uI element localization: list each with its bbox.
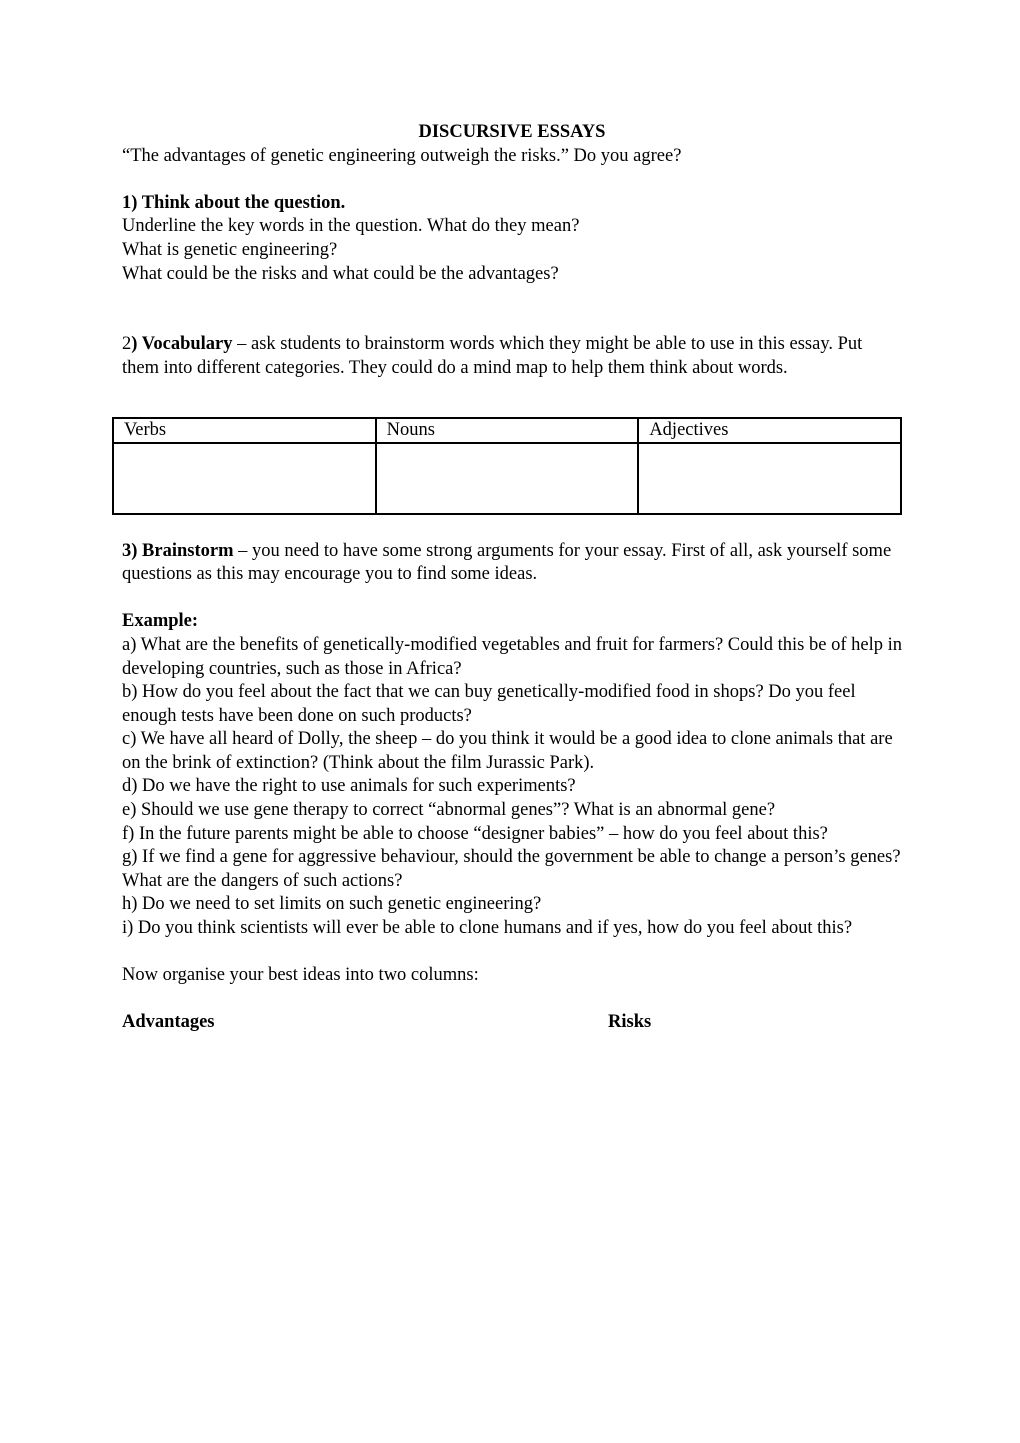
example-item: a) What are the benefits of genetically-modified vegetables and fruit for farmers? Could this be of help in developing countries, such as those in Africa? bbox=[122, 634, 902, 679]
vocab-header-verbs: Verbs bbox=[113, 418, 376, 443]
section3-paragraph bbox=[122, 540, 902, 587]
section2-heading: ) Vocabulary bbox=[131, 334, 233, 355]
vocab-header-nouns: Nouns bbox=[376, 418, 639, 443]
example-item: i) Do you think scientists will ever be able to clone humans and if yes, how do you feel about this? bbox=[122, 918, 853, 939]
advantages-heading: Advantages bbox=[122, 1012, 215, 1033]
section1-heading: 1) Think about the question. bbox=[122, 192, 346, 213]
section1-line: What is genetic engineering? bbox=[122, 239, 338, 260]
risks-heading: Risks bbox=[608, 1012, 652, 1033]
organise-instruction: Now organise your best ideas into two columns: bbox=[122, 965, 479, 986]
example-item: b) How do you feel about the fact that we can buy genetically-modified food in shops? Do you feel enough tests have been done on such products? bbox=[122, 682, 856, 726]
section2-number: 2 bbox=[122, 334, 132, 355]
example-item: e) Should we use gene therapy to correct “abnormal genes”? What is an abnormal gene? bbox=[122, 800, 776, 821]
document-title: DISCURSIVE ESSAYS bbox=[418, 122, 606, 142]
worksheet bbox=[122, 121, 902, 1035]
example-item: f) In the future parents might be able to choose “designer babies” – how do you feel about this? bbox=[122, 823, 828, 844]
section2-paragraph bbox=[122, 333, 902, 380]
example-item: d) Do we have the right to use animals for such experiments? bbox=[122, 776, 576, 797]
vocab-cell-verbs bbox=[113, 443, 376, 514]
section1-line: What could be the risks and what could be the advantages? bbox=[122, 263, 559, 284]
vocab-header-adjectives: Adjectives bbox=[638, 418, 901, 443]
example-heading: Example: bbox=[122, 611, 199, 632]
essay-question: “The advantages of genetic engineering outweigh the risks.” Do you agree? bbox=[122, 145, 682, 166]
section2-text: – ask students to brainstorm words which they might be able to use in this essay. Put them into different categories. They could do a mind map to help them think about words. bbox=[122, 334, 863, 378]
vocab-cell-nouns bbox=[376, 443, 639, 514]
section1-line: Underline the key words in the question. What do they mean? bbox=[122, 216, 580, 237]
vocabulary-table bbox=[112, 417, 902, 515]
vocab-cell-adjectives bbox=[638, 443, 901, 514]
section3-heading: 3) Brainstorm bbox=[122, 540, 234, 561]
example-item: g) If we find a gene for aggressive behaviour, should the government be able to change a person’s genes? What are the dangers of such actions? bbox=[122, 847, 901, 891]
section3-text: – you need to have some strong arguments for your essay. First of all, ask yourself some questions as this may encourage you to find some ideas. bbox=[122, 540, 892, 585]
example-item: c) We have all heard of Dolly, the sheep – do you think it would be a good idea to clone animals that are on the brink of extinction? (Think about the film Jurassic Park). bbox=[122, 729, 893, 773]
example-item: h) Do we need to set limits on such genetic engineering? bbox=[122, 894, 542, 915]
columns-heading-row bbox=[122, 1011, 902, 1035]
